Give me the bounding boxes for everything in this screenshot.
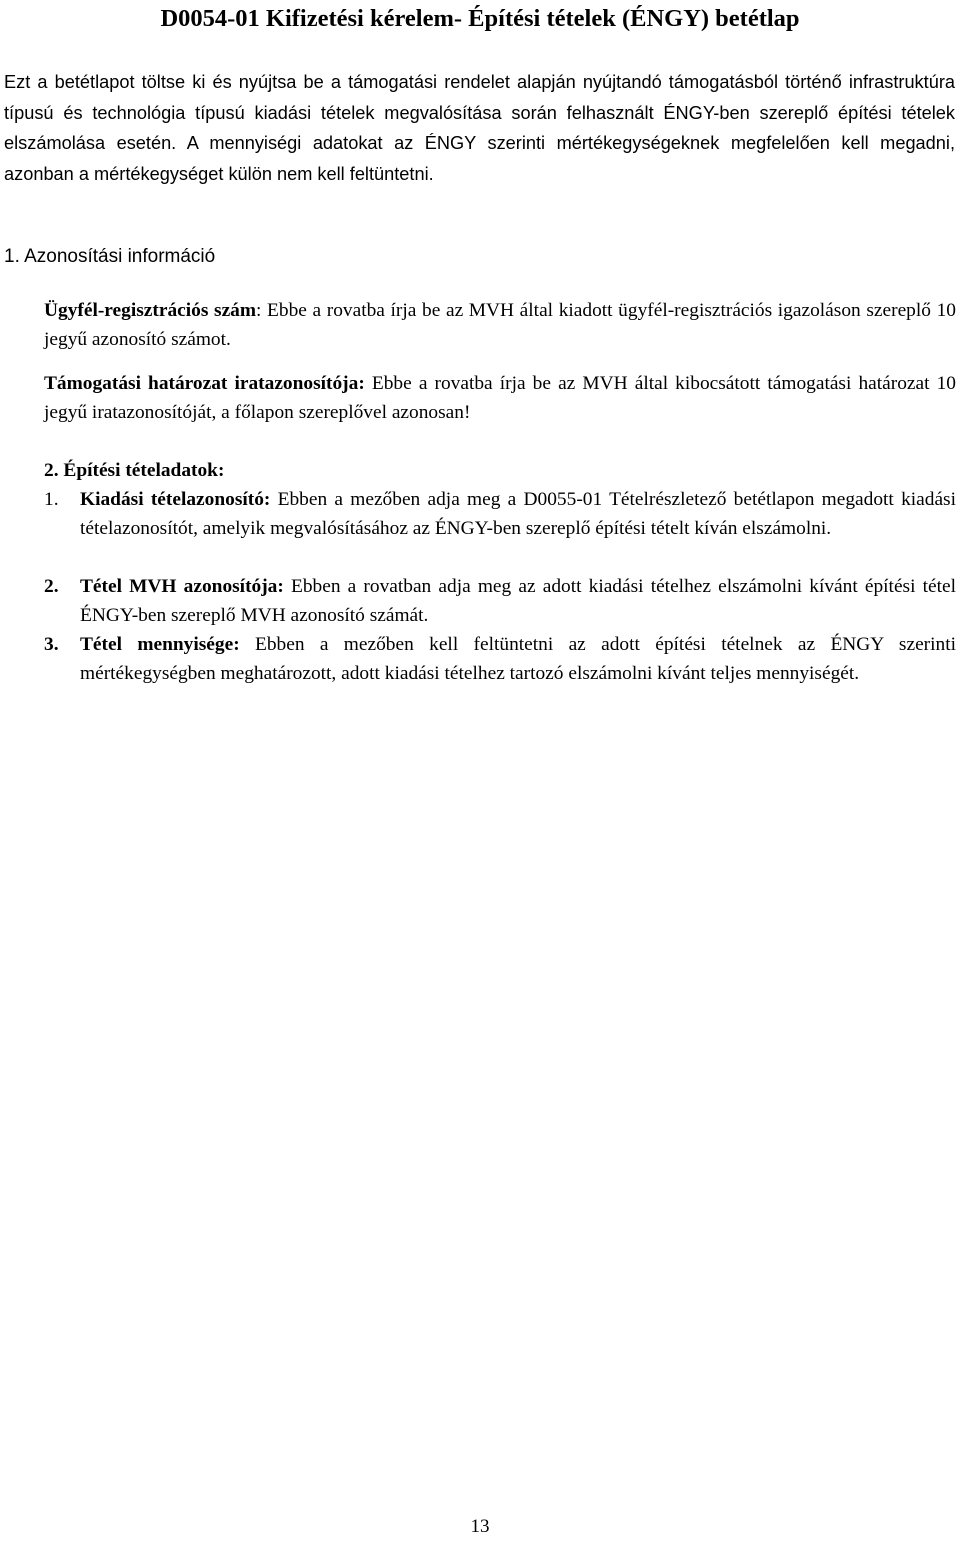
list-item-number: 3. (44, 634, 59, 655)
page-title: D0054-01 Kifizetési kérelem- Építési tételek (ÉNGY) betétlap (160, 5, 800, 32)
list-item-number: 2. (44, 576, 59, 597)
client-registration-text: : Ebbe a rovatba írja be az MVH által kiadott ügyfél-regisztrációs igazoláson szereplő 10 jegyű azonosító számot. (44, 300, 956, 350)
list-item-description: Ebben a mezőben kell feltüntetni az adott építési tételnek az ÉNGY szerinti mértékegységben meghatározott, adott kiadási tételhez tartozó elszámolni kívánt teljes mennyiségét. (80, 634, 956, 684)
list-item-term: Tétel mennyisége: (80, 634, 240, 655)
list-item-term: Tétel MVH azonosítója: (80, 576, 284, 597)
list-item-text (80, 572, 956, 630)
list-item-text (80, 485, 956, 543)
list-item-term: Kiadási tételazonosító: (80, 489, 271, 510)
list-item-description: Ebben a mezőben adja meg a D0055-01 Tételrészletező betétlapon megadott kiadási tételazonosítót, amelyik megvalósításához az ÉNGY-ben szereplő építési tételt kíván elszámolni. (80, 489, 956, 539)
client-registration-term: Ügyfél-regisztrációs szám (44, 300, 257, 321)
list-item-text (80, 630, 956, 688)
section-heading-identification: 1. Azonosítási információ (4, 246, 216, 267)
client-registration-paragraph (44, 296, 956, 354)
list-item-number: 1. (44, 489, 59, 510)
decision-id-term: Támogatási határozat iratazonosítója: (44, 373, 365, 394)
page-number: 13 (470, 1516, 490, 1537)
decision-id-paragraph (44, 369, 956, 427)
decision-id-text: Ebbe a rovatba írja be az MVH által kibocsátott támogatási határozat 10 jegyű iratazonosítóját, a főlapon szereplővel azonosan! (44, 373, 956, 423)
section-heading-construction-data: 2. Építési tételadatok: (44, 460, 225, 481)
intro-paragraph: Ezt a betétlapot töltse ki és nyújtsa be a támogatási rendelet alapján nyújtandó támogatásból történő infrastruktúra típusú és technológia típusú kiadási tételek megvalósítása során felhasznált ÉNGY-ben szereplő építési tételek elszámolása esetén. A mennyiségi adatokat az ÉNGY szerinti mértékegységeknek megfelelően kell megadni, azonban a mértékegységet külön nem kell feltüntetni. (4, 72, 955, 184)
list-item-description: Ebben a rovatban adja meg az adott kiadási tételhez elszámolni kívánt építési tétel ÉNGY-ben szereplő MVH azonosító számát. (80, 576, 956, 626)
